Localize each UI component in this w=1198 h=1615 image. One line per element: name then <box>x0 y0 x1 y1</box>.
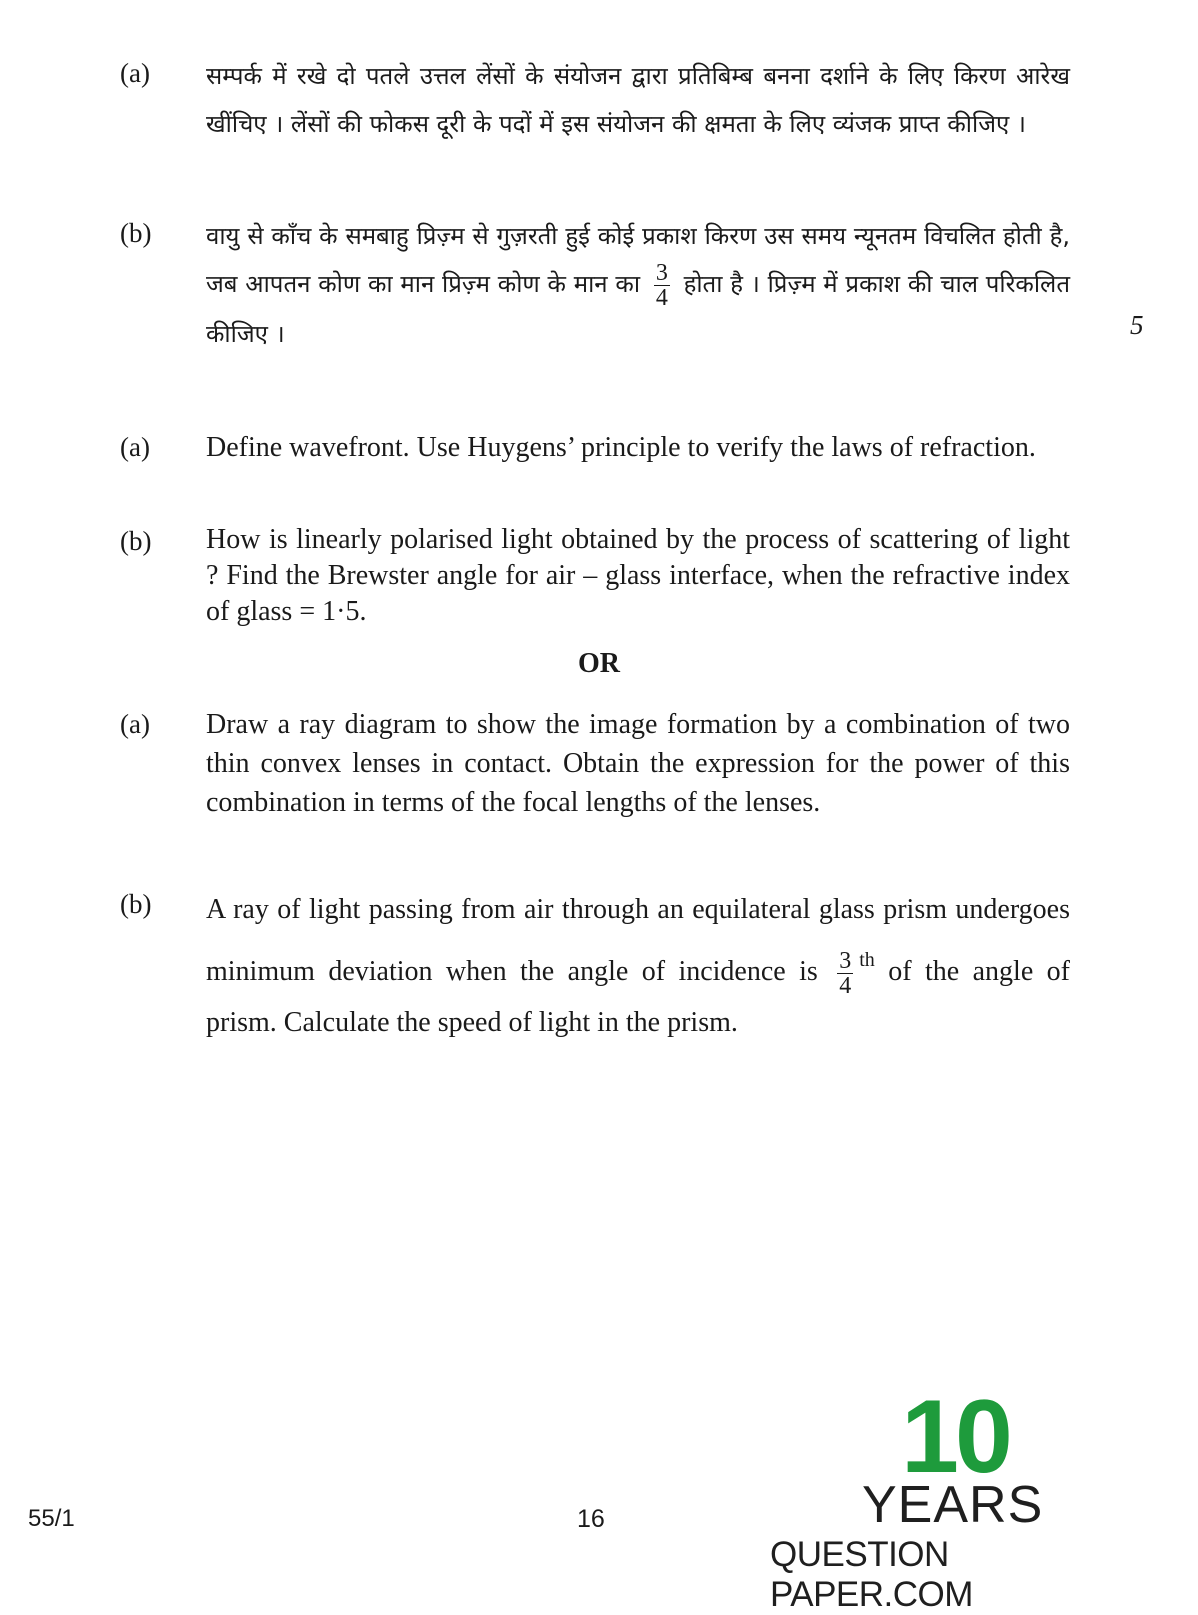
paper-code: 55/1 <box>28 1505 75 1532</box>
question-text-part: of the angle of prism. Calculate the speed of light in the prism. <box>206 956 1071 1039</box>
question-text: Define wavefront. Use Huygens’ principle to verify the laws of refraction. <box>206 432 1036 463</box>
fraction-denominator: 4 <box>655 284 668 311</box>
marks-label: 5 <box>1130 310 1144 340</box>
fraction-numerator: 3 <box>839 948 852 975</box>
fraction-numerator: 3 <box>655 259 668 286</box>
question-label: (b) <box>120 218 152 248</box>
watermark-years: YEARS <box>862 1476 1044 1534</box>
fraction-denominator: 4 <box>839 973 852 1000</box>
fraction <box>654 261 670 310</box>
question-text <box>206 885 1070 1048</box>
question-label: (b) <box>120 526 152 556</box>
or-separator: OR <box>578 648 620 679</box>
watermark-number: 10 <box>901 1379 1009 1495</box>
question-text: Draw a ray diagram to show the image formation by a combination of two thin convex lenses in contact. Obtain the expression for the power of this combination in terms of the focal lengths of the lenses. <box>206 709 1070 818</box>
fraction-superscript: th <box>859 949 875 971</box>
question-label: (a) <box>120 58 150 88</box>
question-text-part: होता है । प्रिज़्म में प्रकाश की चाल परिकलित कीजिए । <box>206 270 1070 348</box>
question-text: सम्पर्क में रखे दो पतले उत्तल लेंसों के संयोजन द्वारा प्रतिबिम्ब बनना दर्शाने के लिए किरण आरेख खींचिए । लेंसों की फोकस दूरी के पदों में इस संयोजन की क्षमता के लिए व्यंजक प्राप्त कीजिए । <box>206 62 1070 138</box>
page-number: 16 <box>577 1505 605 1533</box>
question-label: (a) <box>120 709 150 739</box>
question-text: How is linearly polarised light obtained by the process of scattering of light ? Find the Brewster angle for air – glass interface, when the refractive index of glass = 1·5. <box>206 524 1070 627</box>
watermark-logo <box>770 1379 1150 1614</box>
question-text-part: वायु से काँच के समबाहु प्रिज़्म से गुज़रती हुई कोई प्रकाश किरण उस समय न्यूनतम विचलित होती है, जब आपतन कोण का मान प्रिज़्म कोण के मान का <box>206 222 1070 298</box>
fraction <box>837 949 853 998</box>
question-label: (a) <box>120 432 150 462</box>
watermark-site: QUESTION PAPER.COM <box>770 1535 973 1614</box>
question-text <box>206 212 1070 358</box>
question-label: (b) <box>120 889 152 919</box>
question-text-part: A ray of light passing from air through an equilateral glass prism undergoes minimum deviation when the angle of incidence is <box>206 894 1070 987</box>
